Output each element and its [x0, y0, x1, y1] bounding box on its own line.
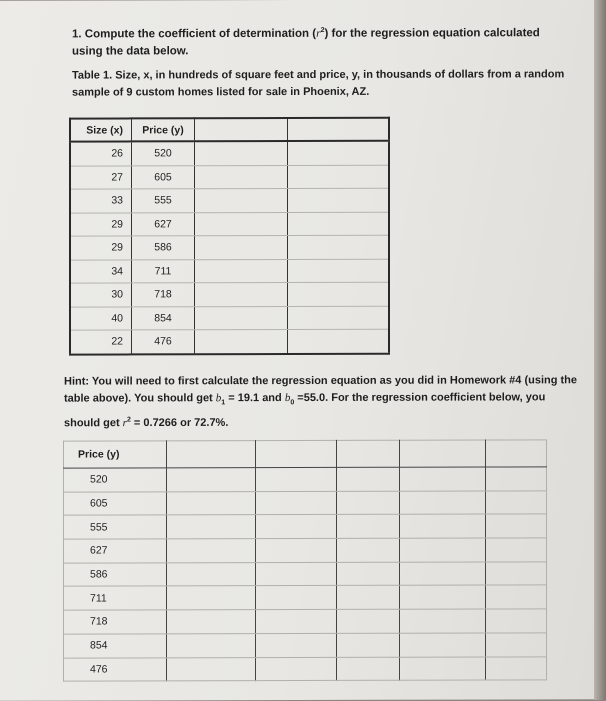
empty-cell: [400, 562, 486, 586]
empty-cell: [337, 657, 400, 681]
empty-cell: [256, 562, 337, 586]
size-cell: 34: [70, 259, 132, 283]
empty-cell: [337, 538, 400, 562]
table-row: [64, 538, 547, 563]
empty-cell: [288, 212, 390, 236]
empty-cell: [288, 235, 390, 259]
empty-cell: [167, 586, 256, 610]
empty-cell: [486, 656, 547, 680]
empty-cell: [167, 657, 256, 681]
empty-cell: [337, 515, 400, 539]
empty-cell: [288, 282, 390, 306]
empty-cell: [288, 188, 390, 212]
table-row: [64, 633, 547, 658]
table-row: [70, 306, 389, 330]
empty-cell: [400, 467, 486, 491]
size-cell: 40: [70, 306, 132, 330]
header-price: Price (y): [64, 441, 167, 468]
table-row: [70, 235, 389, 259]
size-cell: 30: [70, 283, 132, 307]
price-cell: 586: [64, 563, 167, 587]
empty-cell: [256, 467, 337, 491]
table-row: [64, 609, 547, 634]
price-cell: 711: [64, 586, 167, 610]
table-row: [70, 165, 389, 189]
empty-cell: [195, 330, 288, 354]
table-header-row: [70, 118, 389, 142]
empty-cell: [256, 491, 337, 515]
empty-cell: [486, 633, 547, 657]
price-cell: 520: [132, 141, 195, 165]
price-cell: 627: [64, 539, 167, 563]
empty-cell: [337, 491, 400, 515]
empty-cell: [195, 259, 288, 283]
size-cell: 22: [70, 330, 132, 354]
question-text: 1. Compute the coefficient of determination $(r^2)$ for the regression equation calculated using the data below.: [72, 26, 540, 58]
empty-cell: [288, 165, 390, 189]
empty-cell: [486, 609, 547, 633]
empty-cell: [256, 633, 337, 657]
empty-cell: [195, 141, 288, 165]
empty-cell: [167, 468, 256, 492]
empty-cell: [288, 329, 390, 353]
size-cell: 29: [70, 212, 132, 236]
price-cell: 555: [132, 189, 195, 213]
size-cell: 33: [70, 189, 132, 213]
empty-cell: [195, 306, 288, 330]
empty-cell: [486, 440, 547, 467]
table-row: [70, 188, 389, 212]
size-cell: 26: [70, 141, 132, 165]
empty-cell: [167, 562, 256, 586]
price-cell: 854: [132, 306, 195, 330]
header-empty: [288, 118, 390, 141]
empty-cell: [256, 440, 337, 467]
paper-edge: [594, 0, 606, 700]
table-row: [64, 467, 547, 492]
price-cell: 711: [132, 259, 195, 283]
empty-cell: [167, 633, 256, 657]
empty-cell: [400, 491, 486, 515]
empty-cell: [486, 562, 547, 586]
empty-cell: [400, 538, 486, 562]
empty-cell: [486, 514, 547, 538]
empty-cell: [195, 189, 288, 213]
table-row: [70, 212, 389, 236]
empty-cell: [337, 467, 400, 491]
table-row: [64, 491, 547, 516]
price-cell: 586: [132, 236, 195, 260]
price-cell: 476: [64, 657, 167, 681]
size-cell: 27: [70, 165, 132, 189]
price-cell: 476: [132, 330, 195, 354]
empty-cell: [256, 586, 337, 610]
empty-cell: [288, 259, 390, 283]
empty-cell: [195, 165, 288, 189]
empty-cell: [337, 586, 400, 610]
price-cell: 718: [132, 283, 195, 307]
empty-cell: [486, 491, 547, 515]
empty-cell: [400, 440, 486, 467]
empty-cell: [400, 609, 486, 633]
empty-cell: [400, 585, 486, 609]
table-row: [64, 514, 547, 539]
price-cell: 605: [64, 492, 167, 516]
price-cell: 627: [132, 212, 195, 236]
empty-cell: [256, 610, 337, 634]
size-cell: 29: [70, 236, 132, 260]
price-cell: 854: [64, 634, 167, 658]
empty-cell: [167, 515, 256, 539]
empty-cell: [400, 633, 486, 657]
table-row: [64, 585, 547, 610]
table-row: [64, 562, 547, 587]
empty-cell: [337, 562, 400, 586]
price-cell: 555: [64, 515, 167, 539]
table-caption: Table 1. Size, x, in hundreds of square feet and price, y, in thousands of dollars from a random sample of 9 custom homes listed for sale in Phoenix, AZ.: [72, 68, 565, 99]
empty-cell: [167, 539, 256, 563]
price-cell: 520: [64, 468, 167, 492]
empty-cell: [337, 440, 400, 467]
empty-cell: [167, 491, 256, 515]
empty-cell: [256, 538, 337, 562]
empty-cell: [486, 538, 547, 562]
empty-cell: [337, 609, 400, 633]
empty-cell: [288, 306, 390, 330]
price-cell: 718: [64, 610, 167, 634]
empty-cell: [195, 212, 288, 236]
price-cell: 605: [132, 165, 195, 189]
table-header-row: [64, 440, 547, 468]
table-row: [64, 656, 547, 681]
empty-cell: [400, 657, 486, 681]
hint-text: Hint: You will need to first calculate the regression equation as you did in Homework #4 (using the table above). You should get $b_1 = 19.1$ and $b_0 =55.0$. For the regression coefficient below, you should get $r^2 = 0.7266$ or 72.7%.: [64, 374, 578, 430]
empty-cell: [167, 610, 256, 634]
empty-cell: [288, 141, 390, 165]
table-row: [70, 329, 389, 354]
empty-cell: [167, 441, 256, 468]
empty-cell: [486, 467, 547, 491]
empty-cell: [195, 283, 288, 307]
header-size: Size (x): [70, 118, 132, 141]
header-price: Price (y): [132, 118, 195, 141]
empty-cell: [337, 633, 400, 657]
table-row: [70, 259, 389, 283]
empty-cell: [256, 657, 337, 681]
empty-cell: [486, 585, 547, 609]
empty-cell: [195, 236, 288, 260]
data-table-2: [63, 439, 547, 681]
header-empty: [195, 118, 288, 141]
table-row: [70, 141, 389, 166]
empty-cell: [256, 515, 337, 539]
data-table-1: [69, 117, 390, 355]
empty-cell: [400, 514, 486, 538]
table-row: [70, 282, 389, 306]
